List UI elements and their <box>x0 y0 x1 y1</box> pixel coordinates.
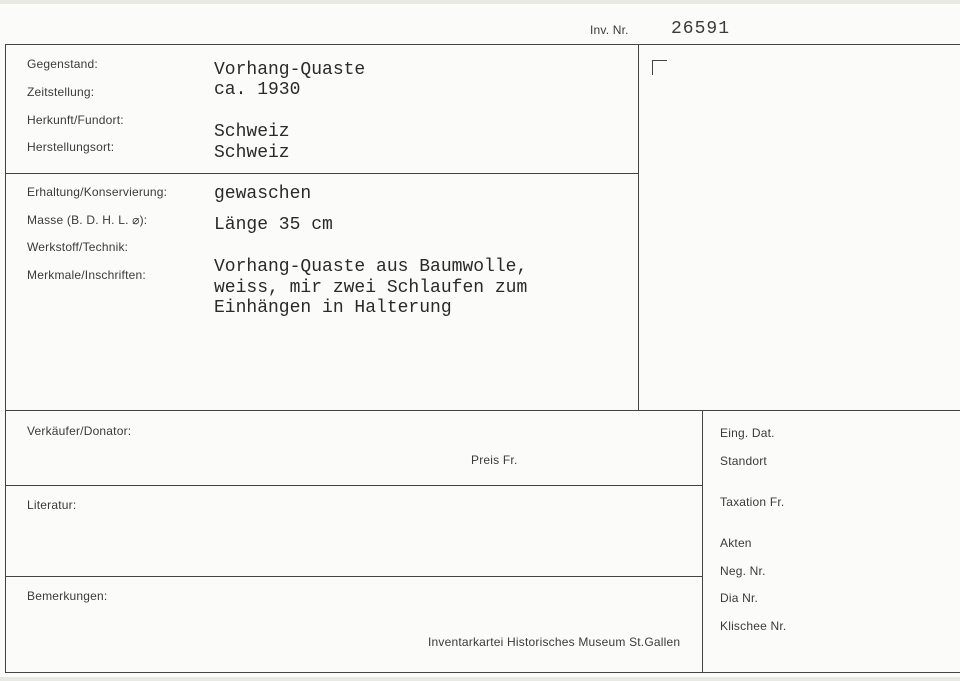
photo-corner-mark <box>652 60 667 75</box>
bemerkungen-label: Bemerkungen: <box>27 589 108 603</box>
merkmale-line-3: Einhängen in Halterung <box>214 298 452 318</box>
inv-number-label: Inv. Nr. <box>590 23 629 37</box>
werkstoff-label: Werkstoff/Technik: <box>27 240 129 254</box>
rule-right-of-description <box>638 44 639 410</box>
erhaltung-value: gewaschen <box>214 184 312 204</box>
rule-left <box>5 44 6 672</box>
klischee-nr-label: Klischee Nr. <box>720 619 787 633</box>
gegenstand-label: Gegenstand: <box>27 57 98 71</box>
preis-label: Preis Fr. <box>471 453 518 467</box>
card-bottom-edge <box>0 677 960 681</box>
standort-label: Standort <box>720 454 767 468</box>
akten-label: Akten <box>720 536 752 550</box>
rule-bottom <box>5 672 960 673</box>
merkmale-line-2: weiss, mir zwei Schlaufen zum <box>214 278 528 298</box>
rule-under-object <box>5 173 639 174</box>
zeitstellung-value: ca. 1930 <box>214 80 301 100</box>
verkaeufer-label: Verkäufer/Donator: <box>27 424 132 438</box>
inv-number-value: 26591 <box>671 19 731 39</box>
rule-under-header <box>5 44 960 45</box>
rule-right-of-acquisition <box>702 410 703 672</box>
merkmale-label: Merkmale/Inschriften: <box>27 268 146 282</box>
masse-value: Länge 35 cm <box>214 215 333 235</box>
taxation-label: Taxation Fr. <box>720 495 785 509</box>
rule-under-seller <box>5 485 702 486</box>
zeitstellung-label: Zeitstellung: <box>27 85 95 99</box>
neg-nr-label: Neg. Nr. <box>720 564 766 578</box>
masse-label: Masse (B. D. H. L. ⌀): <box>27 213 148 227</box>
herstellungsort-label: Herstellungsort: <box>27 140 115 154</box>
dia-nr-label: Dia Nr. <box>720 591 759 605</box>
eing-dat-label: Eing. Dat. <box>720 426 775 440</box>
rule-under-literature <box>5 576 702 577</box>
herkunft-value: Schweiz <box>214 122 290 142</box>
merkmale-line-1: Vorhang-Quaste aus Baumwolle, <box>214 257 528 277</box>
erhaltung-label: Erhaltung/Konservierung: <box>27 185 168 199</box>
card-top-edge <box>0 0 960 4</box>
literatur-label: Literatur: <box>27 498 77 512</box>
rule-under-description <box>5 410 960 411</box>
herstellungsort-value: Schweiz <box>214 143 290 163</box>
herkunft-label: Herkunft/Fundort: <box>27 113 124 127</box>
gegenstand-value: Vorhang-Quaste <box>214 60 366 80</box>
card-footer-text: Inventarkartei Historisches Museum St.Gallen <box>428 635 681 649</box>
